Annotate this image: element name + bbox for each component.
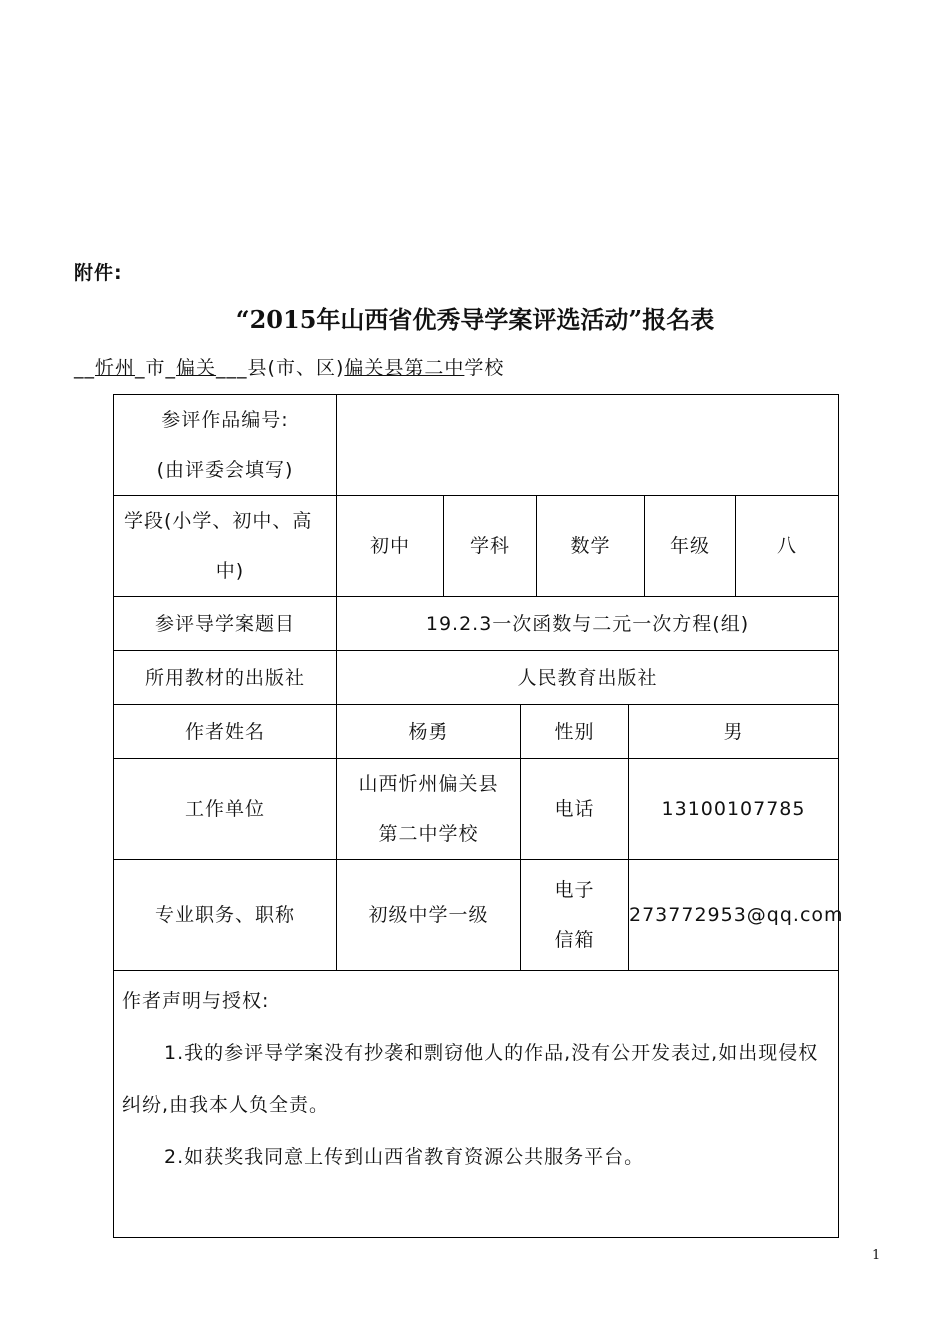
gender-label-cell: 性别 xyxy=(521,705,629,759)
job-title-value-cell: 初级中学一级 xyxy=(337,860,521,971)
stage-value-cell: 初中 xyxy=(337,496,444,597)
workplace-value-cell xyxy=(337,759,521,860)
location-city-suffix: _市_ xyxy=(135,357,177,379)
grade-label-cell: 年级 xyxy=(645,496,736,597)
table-row xyxy=(114,860,839,971)
workplace-value-line2: 第二中学校 xyxy=(378,823,479,845)
table-row xyxy=(114,395,839,496)
declaration-cell xyxy=(114,971,839,1238)
page-number: 1 xyxy=(872,1248,881,1263)
author-value-cell: 杨勇 xyxy=(337,705,521,759)
form-title: “2015年山西省优秀导学案评选活动”报名表 xyxy=(235,305,715,334)
workplace-value-line1: 山西忻州偏关县 xyxy=(358,773,499,795)
author-label-cell: 作者姓名 xyxy=(114,705,337,759)
declaration-item-2: 2.如获奖我同意上传到山西省教育资源公共服务平台。 xyxy=(164,1146,645,1168)
table-row xyxy=(114,597,839,651)
entry-number-value-cell xyxy=(337,395,839,496)
registration-form-table xyxy=(113,394,844,1238)
attachment-label: 附件: xyxy=(74,262,123,284)
stage-label-line1: 学段(小学、初中、高 xyxy=(124,510,313,532)
email-value-cell: 273772953@qq.com xyxy=(629,860,839,971)
email-label-cell xyxy=(521,860,629,971)
phone-label-cell: 电话 xyxy=(521,759,629,860)
gender-value-cell: 男 xyxy=(629,705,839,759)
location-county-suffix: ___县(市、区) xyxy=(216,357,345,379)
workplace-label-cell: 工作单位 xyxy=(114,759,337,860)
location-school: 偏关县第二中 xyxy=(344,357,465,379)
location-line xyxy=(74,353,504,380)
stage-label-line2: 中) xyxy=(215,560,245,582)
email-label-line1: 电子 xyxy=(554,879,595,901)
publisher-value-cell: 人民教育出版社 xyxy=(337,651,839,705)
grade-value-cell: 八 xyxy=(736,496,839,597)
publisher-label-cell: 所用教材的出版社 xyxy=(114,651,337,705)
location-lead-blank: __ xyxy=(74,357,95,379)
location-school-suffix: 学校 xyxy=(464,357,505,379)
table-row xyxy=(114,496,839,597)
phone-value-cell: 13100107785 xyxy=(629,759,839,860)
topic-value-cell: 19.2.3一次函数与二元一次方程(组) xyxy=(337,597,839,651)
subject-label-cell: 学科 xyxy=(444,496,537,597)
topic-label-cell: 参评导学案题目 xyxy=(114,597,337,651)
declaration-heading: 作者声明与授权: xyxy=(122,990,270,1012)
subject-value-cell: 数学 xyxy=(537,496,645,597)
entry-number-label-line1: 参评作品编号: xyxy=(161,409,289,431)
entry-number-label-cell xyxy=(114,395,337,496)
declaration-item-1: 1.我的参评导学案没有抄袭和剽窃他人的作品,没有公开发表过,如出现侵权纠纷,由我本人负全责。 xyxy=(122,1042,819,1116)
location-city: 忻州 xyxy=(95,357,136,379)
table-row xyxy=(114,759,839,860)
entry-number-label-line2: (由评委会填写) xyxy=(156,459,294,481)
table-row xyxy=(114,651,839,705)
job-title-label-cell: 专业职务、职称 xyxy=(114,860,337,971)
table-row xyxy=(114,971,839,1238)
table-row xyxy=(114,705,839,759)
stage-label-cell xyxy=(114,496,337,597)
email-label-line2: 信箱 xyxy=(554,929,595,951)
location-county: 偏关 xyxy=(176,357,217,379)
